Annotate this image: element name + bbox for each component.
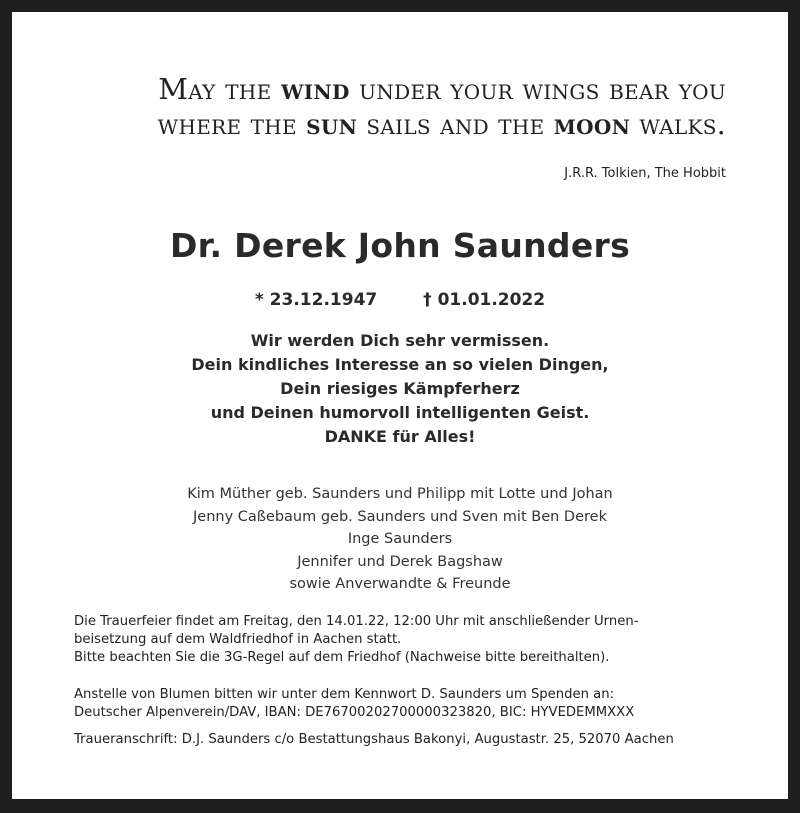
message-line: und Deinen humorvoll intelligenten Geist. <box>210 403 590 422</box>
birth-date: * 23.12.1947 <box>254 290 378 310</box>
mourner-line: Inge Saunders <box>347 531 453 547</box>
farewell-message <box>12 329 788 449</box>
info-line: Traueranschrift: D.J. Saunders c/o Bestattungshaus Bakonyi, Augustastr. 25, 52070 Aachen <box>74 732 674 747</box>
message-line: DANKE für Alles! <box>324 427 476 446</box>
info-line: Anstelle von Blumen bitten wir unter dem Kennwort D. Saunders um Spenden an: <box>74 687 615 702</box>
quote-text: sails and the <box>357 108 554 141</box>
mourner-line: Kim Müther geb. Saunders und Philipp mit Lotte und Johan <box>187 486 613 502</box>
death-date: † 01.01.2022 <box>423 290 546 310</box>
info-line: Bitte beachten Sie die 3G-Regel auf dem Friedhof (Nachweise bitte bereithalten). <box>74 650 610 665</box>
quote-text: under your wings bear you <box>349 72 726 106</box>
info-line: Die Trauerfeier findet am Freitag, den 14.01.22, 12:00 Uhr mit anschließender Urnen- <box>74 614 639 629</box>
quote-text: walks. <box>630 108 726 141</box>
funeral-info <box>74 613 754 667</box>
quote-attribution: J.R.R. Tolkien, The Hobbit <box>564 166 726 181</box>
info-line: Deutscher Alpenverein/DAV, IBAN: DE76700202700000323820, BIC: HYVEDEMMXXX <box>74 705 635 720</box>
quote-emphasis: sun <box>306 108 358 141</box>
donation-info <box>74 686 754 722</box>
quote-emphasis: wind <box>281 72 350 106</box>
quote-text: where the <box>157 108 307 141</box>
info-line: beisetzung auf dem Waldfriedhof in Aachen statt. <box>74 632 402 647</box>
quote-line-2 <box>74 108 726 141</box>
message-line: Dein riesiges Kämpferherz <box>280 379 520 398</box>
quote-line-1 <box>74 72 726 106</box>
mourner-line: Jennifer und Derek Bagshaw <box>297 553 503 570</box>
mourner-line: Jenny Caßebaum geb. Saunders und Sven mit Ben Derek <box>193 508 607 525</box>
message-line: Wir werden Dich sehr vermissen. <box>250 331 550 350</box>
life-dates <box>12 290 788 310</box>
mourner-line: sowie Anverwandte & Freunde <box>289 576 511 592</box>
obituary-notice <box>12 12 788 799</box>
message-line: Dein kindliches Interesse an so vielen Dingen, <box>191 355 609 374</box>
mourning-address <box>74 731 754 749</box>
quote-text: May the <box>158 72 281 106</box>
mourners-list <box>12 483 788 596</box>
deceased-name: Dr. Derek John Saunders <box>169 226 631 265</box>
quote-emphasis: moon <box>553 108 631 141</box>
